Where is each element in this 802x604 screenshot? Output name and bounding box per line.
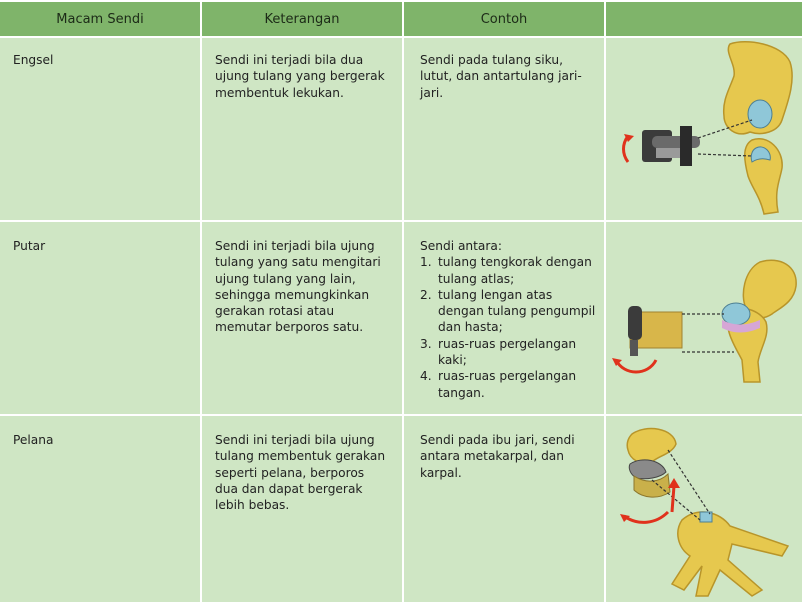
row-divider xyxy=(0,220,802,222)
row-divider xyxy=(0,414,802,416)
example-list xyxy=(420,254,598,401)
header-contoh: Contoh xyxy=(404,2,604,36)
column-divider xyxy=(200,2,202,602)
row-putar-example xyxy=(420,238,598,401)
column-divider xyxy=(402,2,404,602)
row-divider xyxy=(0,36,802,38)
row-engsel-example: Sendi pada tulang siku, lutut, dan antartulang jari-jari. xyxy=(420,53,582,100)
row-pelana-description: Sendi ini terjadi bila ujung tulang membentuk gerakan seperti pelana, berporos dua dan dapat bergerak lebih bebas. xyxy=(215,433,386,513)
row-putar-example-intro: Sendi antara: xyxy=(420,239,502,253)
row-putar-description: Sendi ini terjadi bila ujung tulang yang satu mengitari ujung tulang yang lain, sehingga memungkinkan gerakan rotasi atau memutar berporos satu. xyxy=(215,239,381,335)
row-pelana-name: Pelana xyxy=(13,433,54,447)
list-item: 2. tulang lengan atas dengan tulang pengumpil dan hasta; xyxy=(420,287,596,335)
row-putar-name: Putar xyxy=(13,239,46,253)
column-divider xyxy=(604,2,606,602)
saddle-joint-illustration xyxy=(612,420,798,600)
list-item: 4. ruas-ruas pergelangan tangan. xyxy=(420,369,577,400)
hinge-joint-illustration xyxy=(612,40,798,216)
row-pelana-example: Sendi pada ibu jari, sendi antara metakarpal, dan karpal. xyxy=(420,433,575,480)
pivot-joint-illustration xyxy=(610,256,800,386)
header-keterangan: Keterangan xyxy=(202,2,402,36)
row-engsel-name: Engsel xyxy=(13,53,54,67)
row-divider xyxy=(0,0,802,2)
list-item: 1. tulang tengkorak dengan tulang atlas; xyxy=(420,255,592,286)
list-item: 3. ruas-ruas pergelangan kaki; xyxy=(420,336,577,368)
header-macam-sendi: Macam Sendi xyxy=(0,2,200,36)
row-engsel-description: Sendi ini terjadi bila dua ujung tulang yang bergerak membentuk lekukan. xyxy=(215,53,385,100)
header-image xyxy=(606,2,802,36)
